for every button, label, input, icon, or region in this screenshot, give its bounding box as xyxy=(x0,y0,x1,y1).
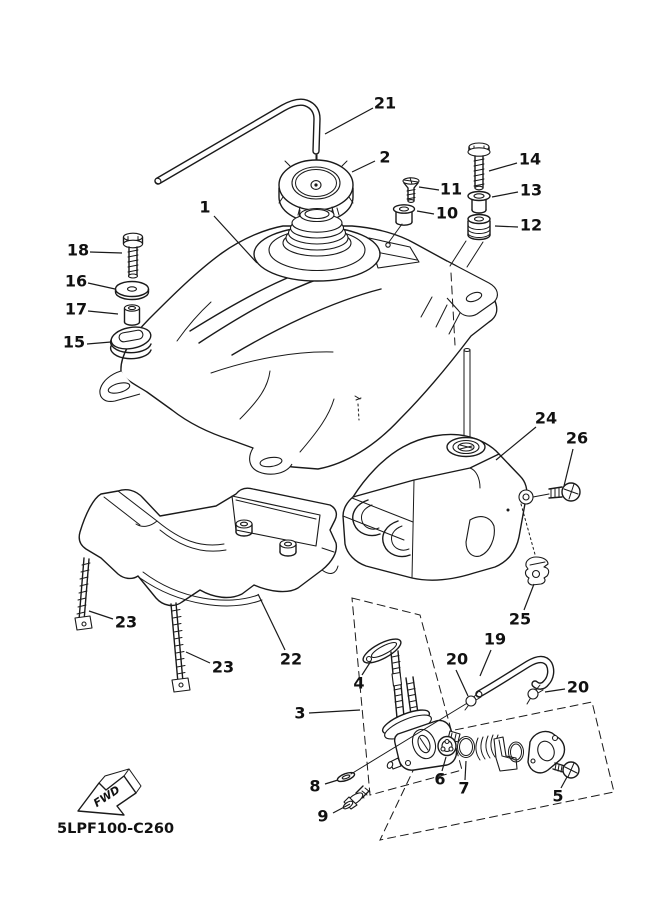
callout-8 xyxy=(309,777,338,796)
callout-11 xyxy=(419,180,462,199)
leader-line xyxy=(419,187,439,190)
callout-label: 18 xyxy=(66,240,90,260)
leader-line xyxy=(417,211,434,214)
leader-line xyxy=(186,652,210,663)
bolt-23-b xyxy=(171,603,190,692)
callout-7 xyxy=(458,761,469,798)
callout-5 xyxy=(552,777,567,806)
callout-label: 11 xyxy=(439,179,463,199)
sub-fuel-tank xyxy=(343,434,549,580)
callout-label: 8 xyxy=(309,776,321,796)
callout-label: 9 xyxy=(317,806,329,826)
clip-25 xyxy=(525,557,548,585)
leader-line xyxy=(87,342,111,344)
callout-label: 24 xyxy=(534,408,558,428)
callout-label: 3 xyxy=(294,703,306,723)
washer-16 xyxy=(116,282,149,300)
callout-label: 20 xyxy=(566,677,590,697)
callout-label: 21 xyxy=(373,93,397,113)
callout-4 xyxy=(353,661,371,693)
callout-label: 23 xyxy=(114,612,138,632)
callout-22 xyxy=(258,594,302,669)
bolt-14 xyxy=(468,143,490,190)
callout-3 xyxy=(294,704,360,723)
callout-label: 20 xyxy=(445,649,469,669)
callout-23 xyxy=(89,611,137,632)
bolt-18 xyxy=(124,233,143,278)
o-ring-7 xyxy=(458,737,475,758)
callout-label: 6 xyxy=(434,769,446,789)
callout-label: 7 xyxy=(458,778,470,798)
fwd-arrow xyxy=(78,769,141,815)
collar-17 xyxy=(125,305,140,325)
callout-15 xyxy=(63,333,111,352)
callout-label: 4 xyxy=(353,673,365,693)
callout-label: 13 xyxy=(519,180,543,200)
callout-12 xyxy=(495,216,542,235)
callout-9 xyxy=(317,804,350,826)
callout-label: 17 xyxy=(64,299,88,319)
callout-label: 16 xyxy=(64,271,88,291)
collar-13 xyxy=(468,192,490,214)
fuel-tank xyxy=(100,209,498,475)
screw-11 xyxy=(403,178,419,203)
leader-line xyxy=(492,192,518,197)
leader-line xyxy=(89,611,113,619)
callout-2 xyxy=(352,148,391,173)
callout-16 xyxy=(65,272,115,291)
leader-line xyxy=(524,584,534,610)
bolt-23-a xyxy=(75,558,92,630)
leader-line xyxy=(352,161,375,172)
callout-label: 10 xyxy=(435,203,459,223)
skid-plate xyxy=(79,488,338,606)
diagram-code: 5LPF100-C260 xyxy=(57,821,175,837)
callout-18 xyxy=(67,241,122,260)
plate-washer-6 xyxy=(438,737,456,756)
callout-21 xyxy=(325,94,396,135)
callout-25 xyxy=(509,584,534,629)
leader-line xyxy=(545,689,565,692)
leader-line xyxy=(495,226,518,227)
callout-17 xyxy=(65,300,118,319)
callout-label: 15 xyxy=(62,332,86,352)
callout-label: 12 xyxy=(519,215,543,235)
callout-19 xyxy=(480,630,506,677)
callout-label: 26 xyxy=(565,428,589,448)
callout-20 xyxy=(446,650,468,697)
callout-13 xyxy=(492,181,542,200)
leader-line xyxy=(456,670,468,696)
leader-line xyxy=(325,780,338,784)
leader-line xyxy=(258,594,285,650)
callout-label: 19 xyxy=(483,629,507,649)
fwd-label: FWD xyxy=(91,783,123,810)
callout-label: 5 xyxy=(552,786,564,806)
callout-label: 22 xyxy=(279,649,303,669)
leader-line xyxy=(489,163,517,171)
screw-5 xyxy=(553,762,579,778)
callout-24 xyxy=(496,409,557,461)
callout-label: 14 xyxy=(518,149,542,169)
leader-line xyxy=(325,108,373,134)
leader-line xyxy=(496,427,536,460)
leader-line xyxy=(480,650,491,676)
callout-label: 25 xyxy=(508,609,532,629)
leader-line xyxy=(88,311,118,314)
leader-line xyxy=(309,710,360,713)
leader-line xyxy=(90,252,122,253)
callout-26 xyxy=(564,429,588,487)
leader-line xyxy=(465,761,466,780)
callout-label: 23 xyxy=(211,657,235,677)
callout-label: 2 xyxy=(379,147,391,167)
sub-tank-pipe xyxy=(464,349,470,441)
callout-10 xyxy=(417,204,458,223)
leader-line xyxy=(564,449,573,486)
leader-line xyxy=(88,283,115,289)
callout-23-2 xyxy=(186,652,234,677)
callout-label: 1 xyxy=(199,197,211,217)
callout-14 xyxy=(489,150,541,172)
